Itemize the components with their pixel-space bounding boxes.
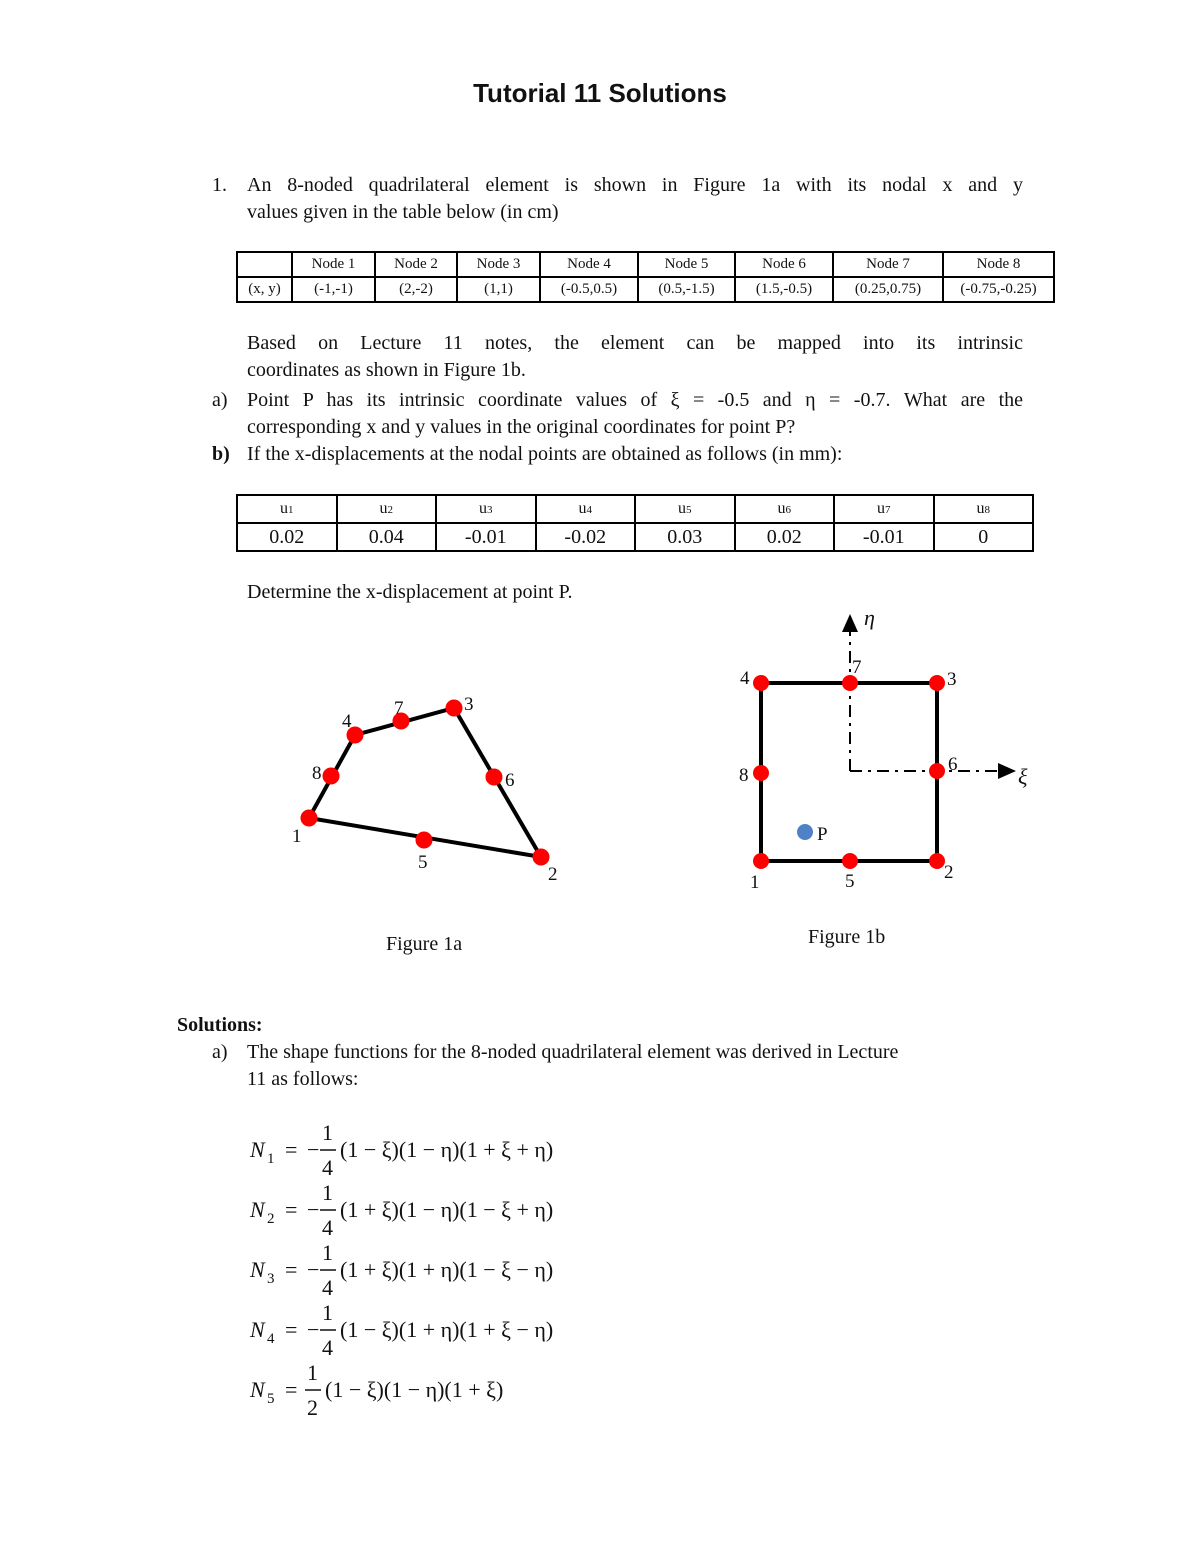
equation-numerator: 1 (322, 1240, 333, 1265)
equation-numerator: 1 (322, 1300, 333, 1325)
solution-a-label: a) (212, 1041, 228, 1063)
table-cell: Node 4 (540, 252, 638, 277)
part-b-line-1: If the x-displacements at the nodal points are obtained as follows (in mm): (247, 443, 843, 465)
equation-subscript: 1 (267, 1151, 275, 1167)
equation-lhs: N (250, 1197, 265, 1222)
solution-a-line-2: 11 as follows: (247, 1068, 359, 1090)
table-cell: -0.01 (436, 523, 536, 551)
table-cell: u3 (436, 495, 536, 523)
svg-text:=: = (285, 1137, 298, 1162)
part-a-line-1: Point P has its intrinsic coordinate values of ξ = -0.5 and η = -0.7. What are the (247, 389, 1023, 411)
solution-a-line-1: The shape functions for the 8-noded quadrilateral element was derived in Lecture (247, 1041, 899, 1063)
node-5-label: 5 (845, 871, 855, 892)
table-cell: Node 8 (943, 252, 1054, 277)
eta-axis-label: η (864, 605, 875, 630)
equation-sign: − (307, 1257, 320, 1282)
table-cell: (0.25,0.75) (833, 277, 943, 302)
node-1-label: 1 (750, 872, 760, 893)
table-cell: (0.5,-1.5) (638, 277, 735, 302)
node-6-label: 6 (505, 770, 515, 791)
svg-text:=: = (285, 1317, 298, 1342)
part-a-line-2: corresponding x and y values in the original coordinates for point P? (247, 416, 796, 438)
part-b-label: b) (212, 443, 230, 465)
table-cell: (-1,-1) (292, 277, 375, 302)
node-8-label: 8 (739, 765, 749, 786)
table-cell: -0.01 (834, 523, 934, 551)
equation-sign: − (307, 1197, 320, 1222)
equation-denominator: 4 (322, 1155, 333, 1180)
equation-subscript: 5 (267, 1391, 275, 1407)
node-4-label: 4 (342, 711, 352, 732)
table-cell: 0.04 (337, 523, 437, 551)
equation-numerator: 1 (322, 1180, 333, 1205)
equation-rhs: (1 − ξ)(1 + η)(1 + ξ − η) (340, 1317, 554, 1342)
node-6-label: 6 (948, 754, 958, 775)
table-cell: u1 (237, 495, 337, 523)
equation-sign: − (307, 1317, 320, 1342)
solutions-heading: Solutions: (177, 1014, 263, 1036)
equation-lhs: N (250, 1137, 265, 1162)
part-a-label: a) (212, 389, 228, 411)
xi-axis-label: ξ (1018, 764, 1028, 789)
point-p-label: P (817, 824, 828, 845)
table-cell: u4 (536, 495, 636, 523)
table-cell: (-0.5,0.5) (540, 277, 638, 302)
node-4-label: 4 (740, 668, 750, 689)
table-cell: Node 1 (292, 252, 375, 277)
node-2-label: 2 (548, 864, 558, 885)
equation-subscript: 2 (267, 1211, 275, 1227)
mapping-line-2: coordinates as shown in Figure 1b. (247, 359, 526, 381)
table-cell: (1.5,-0.5) (735, 277, 833, 302)
equation-sign: − (307, 1137, 320, 1162)
equation-denominator: 2 (307, 1395, 318, 1420)
table-cell: u5 (635, 495, 735, 523)
table-cell: u8 (934, 495, 1034, 523)
equation-subscript: 3 (267, 1271, 275, 1287)
node-3-label: 3 (464, 694, 474, 715)
table-cell: 0 (934, 523, 1034, 551)
node-7-label: 7 (394, 698, 404, 719)
equation-n3 (249, 1240, 553, 1300)
equation-rhs: (1 − ξ)(1 − η)(1 + ξ + η) (340, 1137, 554, 1162)
figure-1a-caption: Figure 1a (386, 933, 463, 955)
question-line-2: values given in the table below (in cm) (247, 201, 559, 223)
equation-rhs: (1 − ξ)(1 − η)(1 + ξ) (325, 1377, 504, 1402)
table-cell: 0.02 (735, 523, 835, 551)
table-cell: Node 7 (833, 252, 943, 277)
equation-numerator: 1 (322, 1120, 333, 1145)
question-number: 1. (212, 174, 227, 196)
table-cell: 0.02 (237, 523, 337, 551)
equation-numerator: 1 (307, 1360, 318, 1385)
node-8-label: 8 (312, 763, 322, 784)
table-cell: 0.03 (635, 523, 735, 551)
table-cell: -0.02 (536, 523, 636, 551)
node-7-label: 7 (852, 657, 862, 678)
node-3-label: 3 (947, 669, 957, 690)
equation-denominator: 4 (322, 1215, 333, 1240)
table-cell: u7 (834, 495, 934, 523)
table-cell: (1,1) (457, 277, 540, 302)
node-5-label: 5 (418, 852, 428, 873)
svg-text:=: = (285, 1257, 298, 1282)
determine-line: Determine the x-displacement at point P. (247, 581, 573, 603)
node-1-label: 1 (292, 826, 302, 847)
table-cell: Node 2 (375, 252, 457, 277)
equation-denominator: 4 (322, 1275, 333, 1300)
equation-rhs: (1 + ξ)(1 + η)(1 − ξ − η) (340, 1257, 554, 1282)
table-cell: Node 5 (638, 252, 735, 277)
question-line-1: An 8-noded quadrilateral element is shown in Figure 1a with its nodal x and y (247, 174, 1023, 196)
table-cell: u6 (735, 495, 835, 523)
table-cell: Node 3 (457, 252, 540, 277)
table-cell: Node 6 (735, 252, 833, 277)
node-2-label: 2 (944, 862, 954, 883)
table-cell: (x, y) (237, 277, 292, 302)
svg-text:=: = (285, 1197, 298, 1222)
figure-1b-caption: Figure 1b (808, 926, 886, 948)
equation-n2 (249, 1180, 553, 1240)
equation-n4 (249, 1300, 553, 1360)
svg-text:=: = (285, 1377, 298, 1402)
mapping-line-1: Based on Lecture 11 notes, the element can be mapped into its intrinsic (247, 332, 1023, 354)
equation-rhs: (1 + ξ)(1 − η)(1 − ξ + η) (340, 1197, 554, 1222)
table-cell: (-0.75,-0.25) (943, 277, 1054, 302)
table-cell: (2,-2) (375, 277, 457, 302)
equation-lhs: N (250, 1257, 265, 1282)
equation-lhs: N (250, 1377, 265, 1402)
table-cell: u2 (337, 495, 437, 523)
equation-lhs: N (250, 1317, 265, 1342)
page-title: Tutorial 11 Solutions (473, 78, 727, 108)
equation-subscript: 4 (267, 1331, 275, 1347)
equation-denominator: 4 (322, 1335, 333, 1360)
equation-n1 (249, 1120, 553, 1180)
equation-n5 (249, 1360, 503, 1420)
